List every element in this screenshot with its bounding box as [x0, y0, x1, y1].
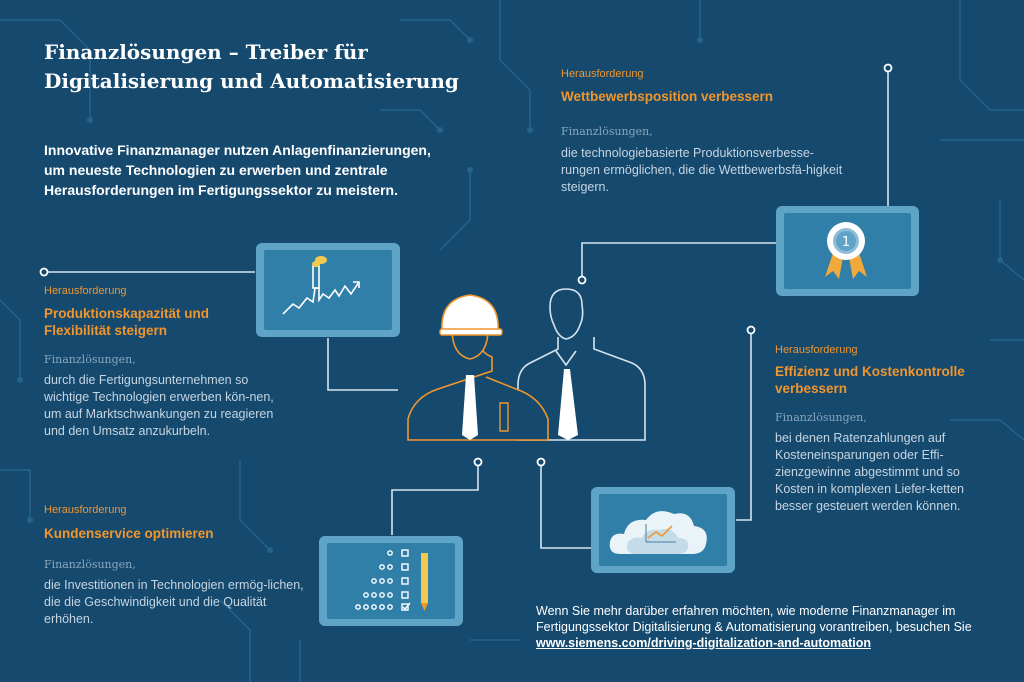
solution-text: die technologiebasierte Produktionsverbesse-rungen ermöglichen, die die Wettbewerbsfä-higkeit steigern. [561, 146, 843, 194]
challenge-label: Herausforderung [775, 344, 858, 356]
challenge-title: Wettbewerbsposition verbessern [561, 89, 774, 104]
solution-text: durch die Fertigungsunternehmen so wichtige Technologien erwerben kön-nen, um auf Marktschwankungen zu reagieren und den Umsatz anzukurbeln. [44, 373, 274, 438]
solution-label: Finanzlösungen, [775, 411, 867, 424]
tablet-effizienz [590, 486, 736, 574]
challenge-title: Kundenservice optimieren [44, 526, 214, 541]
block-kundenservice [44, 504, 314, 628]
tablet-kundenservice [318, 535, 464, 627]
solution-text: die Investitionen in Technologien ermög-lichen, die die Geschwindigkeit und die Qualität erhöhen. [44, 578, 304, 626]
title-line-2: Digitalisierung und Automatisierung [44, 69, 459, 93]
block-wettbewerb [561, 68, 861, 196]
title-line-1: Finanzlösungen – Treiber für [44, 40, 368, 64]
pencil-icon [421, 553, 428, 611]
footer-body: Wenn Sie mehr darüber erfahren möchten, wie moderne Finanzmanager im Fertigungssektor Digitalisierung & Automatisierung vorantreiben, besuchen Sie [536, 604, 972, 634]
footer-link[interactable]: www.siemens.com/driving-digitalization-and-automation [536, 636, 871, 650]
solution-label: Finanzlösungen, [44, 353, 136, 366]
solution-text: bei denen Ratenzahlungen auf Kosteneinsparungen oder Effi-zienzgewinne abgestimmt und so Kosten in komplexen Liefer-ketten besser gesteuert werden können. [775, 431, 964, 513]
challenge-title: Effizienz und Kostenkontrolle verbessern [775, 364, 965, 396]
solution-label: Finanzlösungen, [44, 558, 136, 571]
block-effizienz [775, 344, 990, 515]
footer-text [536, 603, 1006, 651]
challenge-title: Produktionskapazität und Flexibilität steigern [44, 306, 210, 338]
page-title [44, 38, 504, 96]
center-figures [400, 285, 655, 445]
medal-number: 1 [841, 235, 851, 250]
challenge-label: Herausforderung [561, 68, 644, 80]
tablet-wettbewerb [775, 205, 920, 297]
hardhat-icon [442, 295, 498, 331]
intro-text: Innovative Finanzmanager nutzen Anlagenfinanzierungen, um neueste Technologien zu erwerben und zentrale Herausforderungen im Fertigungssektor zu meistern. [44, 142, 431, 198]
challenge-label: Herausforderung [44, 504, 127, 516]
engineer-icon [408, 295, 548, 440]
tablet-production [255, 242, 401, 338]
challenge-label: Herausforderung [44, 285, 127, 297]
solution-label: Finanzlösungen, [561, 125, 653, 138]
